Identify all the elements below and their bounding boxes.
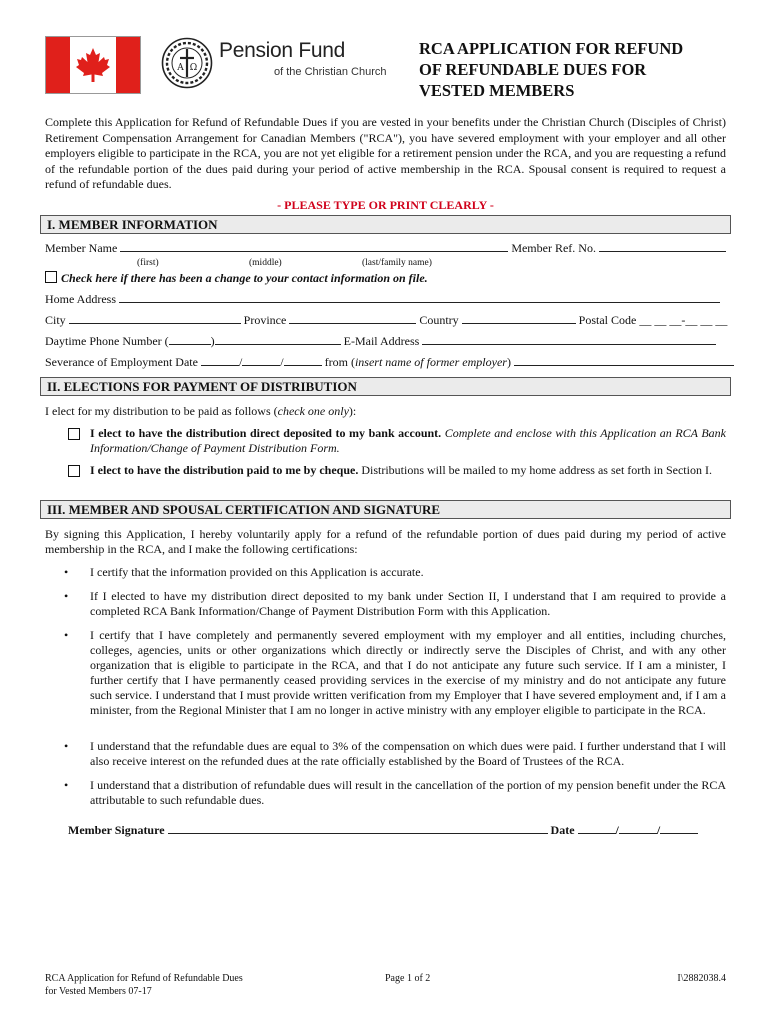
severance-row: Severance of Employment Date / / from (insert name of former employer) xyxy=(45,355,734,370)
org-name: Pension Fund xyxy=(219,39,345,62)
signature-year-field[interactable] xyxy=(660,823,698,834)
member-name-row: Member Name Member Ref. No. xyxy=(45,241,726,256)
contact-change-row xyxy=(45,271,428,286)
area-code-field[interactable] xyxy=(169,334,211,345)
option-direct-deposit: I elect to have the distribution direct deposited to my bank account. Complete and enclose with this Application an RCA Bank Information/Change of Payment Distribution Form. xyxy=(68,426,728,458)
postal-code-field[interactable]: __ __ __-__ __ __ xyxy=(639,313,728,327)
contact-change-checkbox[interactable] xyxy=(45,271,57,283)
cheque-checkbox[interactable] xyxy=(68,465,80,477)
alpha-omega-seal-icon xyxy=(161,37,213,89)
signature-row: Member Signature Date / / xyxy=(68,823,698,838)
signature-day-field[interactable] xyxy=(619,823,657,834)
home-address-field[interactable] xyxy=(119,292,720,303)
phone-field[interactable] xyxy=(215,334,341,345)
home-address-row: Home Address xyxy=(45,292,720,307)
direct-deposit-checkbox[interactable] xyxy=(68,428,80,440)
first-name-label: (first) xyxy=(137,258,159,268)
footer-form-name: RCA Application for Refund of Refundable Dues for Vested Members 07-17 xyxy=(45,973,243,997)
section-2-header: II. ELECTIONS FOR PAYMENT OF DISTRIBUTION xyxy=(40,377,731,396)
severance-year-field[interactable] xyxy=(284,355,322,366)
intro-paragraph: Complete this Application for Refund of Refundable Dues if you are vested in your benefits under the Christian Church (Disciples of Christ) Retirement Compensation Arrangement for Canadian Members ("RCA"), you have severed employment with your employer and all other employers eligible to participate in the RCA, you are not yet eligible for a retirement pension under the RCA, and you are requesting a refund of the refundable portion of the dues paid during your period of active membership in the RCA. Spousal consent is required to request a refund of refundable dues. xyxy=(45,115,726,191)
province-field[interactable] xyxy=(289,313,416,324)
document-title: RCA APPLICATION FOR REFUND OF REFUNDABLE DUES FOR VESTED MEMBERS xyxy=(419,39,684,100)
svg-text:Ω: Ω xyxy=(189,63,198,73)
phone-email-row: Daytime Phone Number ( ) E-Mail Address xyxy=(45,334,716,349)
org-subtitle: of the Christian Church xyxy=(274,66,387,78)
section-1-header: I. MEMBER INFORMATION xyxy=(40,215,731,234)
city-row: City Province Country Postal Code __ __ __-__ __ __ xyxy=(45,313,728,327)
certification-lead: By signing this Application, I hereby voluntarily apply for a refund of the refundable portion of dues paid during my period of active membership in the RCA, and I make the following certifications: xyxy=(45,527,726,556)
contact-change-label: Check here if there has been a change to your contact information on file. xyxy=(61,271,428,285)
svg-text:Α: Α xyxy=(177,63,184,73)
print-clearly-notice: - PLEASE TYPE OR PRINT CLEARLY - xyxy=(277,198,494,212)
option-cheque: I elect to have the distribution paid to me by cheque. Distributions will be mailed to my home address as set forth in Section I. xyxy=(68,463,728,495)
signature-month-field[interactable] xyxy=(578,823,616,834)
document-header xyxy=(45,36,735,106)
section-3-header: III. MEMBER AND SPOUSAL CERTIFICATION AND SIGNATURE xyxy=(40,500,731,519)
footer-doc-id: I\2882038.4 xyxy=(677,973,726,984)
member-name-field[interactable] xyxy=(120,241,508,252)
member-signature-field[interactable] xyxy=(168,823,548,834)
footer-page-number: Page 1 of 2 xyxy=(385,973,431,984)
member-ref-field[interactable] xyxy=(599,241,726,252)
canada-flag-icon xyxy=(45,36,141,94)
city-field[interactable] xyxy=(69,313,241,324)
country-field[interactable] xyxy=(462,313,576,324)
former-employer-field[interactable] xyxy=(514,355,734,366)
pension-fund-logo xyxy=(161,37,441,93)
severance-month-field[interactable] xyxy=(201,355,239,366)
last-name-label: (last/family name) xyxy=(362,258,432,268)
election-lead: I elect for my distribution to be paid as follows (check one only): xyxy=(45,404,357,418)
severance-day-field[interactable] xyxy=(242,355,280,366)
middle-name-label: (middle) xyxy=(249,258,282,268)
email-field[interactable] xyxy=(422,334,716,345)
